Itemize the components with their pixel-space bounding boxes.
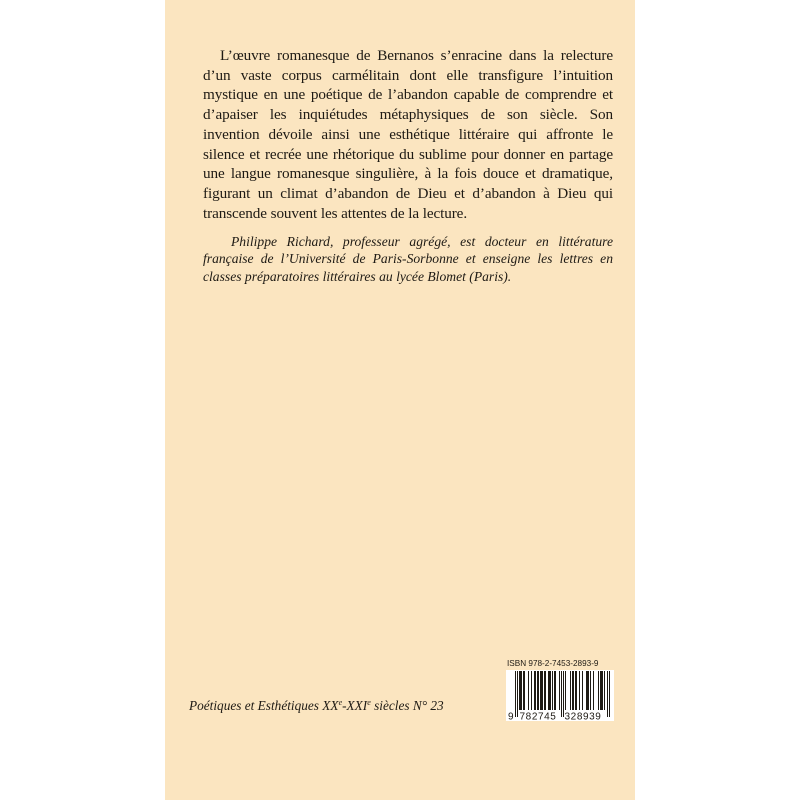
barcode-bar (602, 671, 603, 710)
barcode-bar (575, 671, 576, 710)
barcode-digit-first: 9 (508, 711, 514, 721)
barcode-bar (555, 671, 556, 710)
barcode-bar (550, 671, 551, 710)
barcode-bar (520, 671, 521, 710)
series-title-mid: -XXI (342, 698, 368, 713)
barcode-bar (593, 671, 594, 710)
barcode (506, 670, 614, 721)
series-title-suffix: siècles N° 23 (370, 698, 444, 713)
barcode-bar (586, 671, 587, 710)
barcode-bar (534, 671, 535, 710)
barcode-bar (598, 671, 599, 710)
barcode-bar (549, 671, 550, 710)
series-title-superscript-1: e (338, 698, 343, 707)
isbn-barcode-block (506, 659, 614, 721)
barcode-bar (604, 671, 605, 710)
barcode-bar (524, 671, 525, 710)
barcode-bar (515, 671, 516, 717)
isbn-label: ISBN 978-2-7453-2893-9 (507, 659, 599, 668)
barcode-bar (587, 671, 588, 710)
series-title (189, 698, 444, 714)
barcode-bar (588, 671, 589, 710)
barcode-bar (582, 671, 583, 710)
barcode-bar (540, 671, 541, 710)
barcode-bar (521, 671, 522, 710)
barcode-bar (542, 671, 543, 710)
barcode-bar (576, 671, 577, 710)
barcode-bar (531, 671, 532, 710)
barcode-bar (559, 671, 560, 710)
barcode-bar (563, 671, 564, 717)
barcode-digits-left: 782745 (519, 711, 557, 721)
barcode-bar (573, 671, 574, 710)
series-title-prefix: Poétiques et Esthétiques XX (189, 698, 339, 713)
barcode-bar (548, 671, 549, 710)
barcode-bar (535, 671, 536, 710)
barcode-bar (544, 671, 545, 710)
barcode-bar (609, 671, 610, 717)
barcode-bar (517, 671, 518, 717)
barcode-bar (565, 671, 566, 710)
barcode-bar (601, 671, 602, 710)
barcode-bar (554, 671, 555, 710)
barcode-bar (572, 671, 573, 710)
barcode-digits-right: 328939 (564, 711, 602, 721)
barcode-bar (590, 671, 591, 710)
barcode-bar (541, 671, 542, 710)
barcode-bar (523, 671, 524, 710)
barcode-bar (545, 671, 546, 710)
barcode-bar (552, 671, 553, 710)
blurb-paragraph: L’œuvre romanesque de Bernanos s’enracine dans la relecture d’un vaste corpus carmélitain dont elle transfigure l’intuition mystique en une poétique de l’abandon capable de comprendre et d’apaiser les inquiétudes métaphysiques de son siècle. Son invention dévoile ainsi une esthétique littéraire qui affronte le silence et recrée une rhétorique du sublime pour donner en partage une langue romanesque singulière, à la fois douce et dramatique, figurant un climat d’abandon de Dieu et d’abandon à Dieu qui transcende souvent les attentes de la lecture. (203, 47, 613, 222)
barcode-bar (537, 671, 538, 710)
barcode-bar (579, 671, 580, 710)
barcode-bar (528, 671, 529, 710)
series-title-superscript-2: e (367, 698, 371, 707)
author-bio-paragraph: Philippe Richard, professeur agrégé, est docteur en littérature française de l’Université de Paris-Sorbonne et enseigne les lettres en classes préparatoires littéraires au lycée Blomet (Paris). (203, 234, 613, 284)
barcode-bar (519, 671, 520, 710)
barcode-bar (538, 671, 539, 710)
barcode-bar (600, 671, 601, 710)
barcode-bar (570, 671, 571, 710)
barcode-bar (607, 671, 608, 717)
barcode-bar (561, 671, 562, 717)
